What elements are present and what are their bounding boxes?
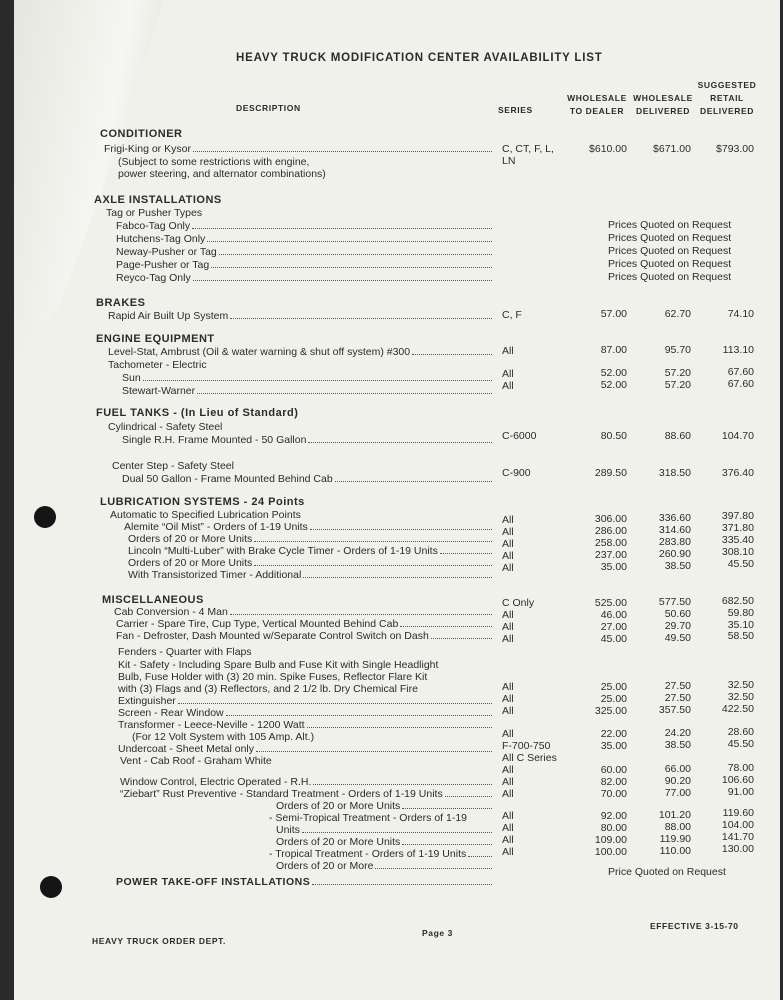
series-value: C Only (502, 597, 535, 609)
price-wholesale-dealer: 52.00 (600, 379, 627, 391)
row-label: Fan - Defroster, Dash Mounted w/Separate Control Switch on Dash (116, 630, 494, 642)
row-label: Alemite “Oil Mist” - Orders of 1-19 Units (124, 521, 494, 533)
row-note: (For 12 Volt System with 105 Amp. Alt.) (132, 731, 315, 743)
price-wholesale-delivered: 24.20 (664, 727, 691, 739)
row-label: Sun (122, 372, 494, 384)
row-label: Single R.H. Frame Mounted - 50 Gallon (122, 434, 494, 446)
series-value: All (502, 764, 514, 776)
price-retail: 371.80 (721, 522, 754, 534)
price-retail: 91.00 (727, 786, 754, 798)
price-retail: 59.80 (727, 607, 754, 619)
footer-department: HEAVY TRUCK ORDER DEPT. (92, 936, 226, 946)
series-value: C-6000 (502, 430, 537, 442)
section-engine: ENGINE EQUIPMENT (96, 333, 215, 345)
price-request: Prices Quoted on Request (608, 232, 732, 244)
row-label: Units (276, 824, 494, 836)
series-value: All (502, 514, 514, 526)
price-retail: 308.10 (721, 546, 754, 558)
row-label: with (3) Flags and (3) Reflectors, and 2 1/2 lb. Dry Chemical Fire (118, 683, 418, 695)
price-wholesale-delivered: 27.50 (664, 692, 691, 704)
price-wholesale-delivered: 88.60 (664, 430, 691, 442)
price-wholesale-dealer: 35.00 (600, 740, 627, 752)
series-value: All C Series (502, 752, 557, 764)
row-label: Transformer - Leece-Neville - 1200 Watt (118, 719, 494, 731)
price-wholesale-delivered: 90.20 (664, 775, 691, 787)
price-wholesale-dealer: 306.00 (594, 513, 627, 525)
price-wholesale-delivered: 88.00 (664, 821, 691, 833)
price-wholesale-delivered: 29.70 (664, 620, 691, 632)
row-subheading: Cylindrical - Safety Steel (108, 421, 223, 433)
row-label: Bulb, Fuse Holder with (3) 20 min. Spike Fuses, Reflector Flare Kit (118, 671, 428, 683)
row-label: Window Control, Electric Operated - R.H. (120, 776, 494, 788)
price-wholesale-delivered: 50.60 (664, 608, 691, 620)
row-label: Hutchens-Tag Only (116, 233, 494, 245)
price-retail: 32.50 (727, 679, 754, 691)
series-value: All (502, 705, 514, 717)
price-wholesale-delivered: 66.00 (664, 763, 691, 775)
row-label: Reyco-Tag Only (116, 272, 494, 284)
series-value: All (502, 788, 514, 800)
row-label: With Transistorized Timer - Additional (128, 569, 494, 581)
price-request: Price Quoted on Request (608, 866, 726, 878)
series-value: All (502, 380, 514, 392)
series-value: All (502, 633, 514, 645)
price-retail: 28.60 (727, 726, 754, 738)
page-title: HEAVY TRUCK MODIFICATION CENTER AVAILABILITY LIST (236, 52, 603, 64)
price-wholesale-delivered: 283.80 (658, 536, 691, 548)
section-brakes: BRAKES (96, 297, 146, 309)
series-value: All (502, 776, 514, 788)
price-retail: 45.50 (727, 558, 754, 570)
price-wholesale-dealer: 325.00 (594, 705, 627, 717)
series-value: All (502, 609, 514, 621)
price-wholesale-delivered: 95.70 (664, 344, 691, 356)
row-note: power steering, and alternator combinations) (118, 168, 326, 180)
binder-hole (34, 506, 56, 528)
price-wholesale-delivered: 577.50 (658, 596, 691, 608)
header-wholesale-delivered: WHOLESALE DELIVERED (633, 93, 693, 116)
price-retail: 67.60 (727, 378, 754, 390)
price-wholesale-delivered: 260.90 (658, 548, 691, 560)
price-wholesale-dealer: 80.00 (600, 822, 627, 834)
price-wholesale-dealer: 27.00 (600, 621, 627, 633)
section-lubrication: LUBRICATION SYSTEMS - 24 Points (100, 496, 305, 508)
price-request: Prices Quoted on Request (608, 219, 732, 231)
price-wholesale-dealer: 525.00 (594, 597, 627, 609)
price-retail: 32.50 (727, 691, 754, 703)
series-value: C, F (502, 309, 522, 321)
price-request: Prices Quoted on Request (608, 258, 732, 270)
binder-hole (40, 876, 62, 898)
series-value: All (502, 345, 514, 357)
row-label: Level-Stat, Ambrust (Oil & water warning & shut off system) #300 (108, 346, 494, 358)
price-wholesale-delivered: 314.60 (658, 524, 691, 536)
price-wholesale-dealer: 35.00 (600, 561, 627, 573)
row-label: Neway-Pusher or Tag (116, 246, 494, 258)
row-note: (Subject to some restrictions with engine, (118, 156, 310, 168)
price-wholesale-dealer: 100.00 (594, 846, 627, 858)
row-label: Orders of 20 or More (276, 860, 494, 872)
price-wholesale-dealer: 82.00 (600, 776, 627, 788)
price-retail: $793.00 (716, 143, 754, 155)
price-retail: 74.10 (727, 308, 754, 320)
row-subheading: Tachometer - Electric (108, 359, 207, 371)
price-wholesale-dealer: 46.00 (600, 609, 627, 621)
row-label: Kit - Safety - Including Spare Bulb and Fuse Kit with Single Headlight (118, 659, 439, 671)
price-wholesale-delivered: 57.20 (664, 379, 691, 391)
price-wholesale-dealer: 87.00 (600, 344, 627, 356)
series-value: All (502, 526, 514, 538)
price-retail: 104.00 (721, 819, 754, 831)
price-retail: 78.00 (727, 762, 754, 774)
header-suggested-retail: SUGGESTED RETAIL DELIVERED (697, 80, 757, 116)
row-subheading: Automatic to Specified Lubrication Points (110, 509, 301, 521)
row-subheading: Center Step - Safety Steel (112, 460, 234, 472)
price-wholesale-delivered: 77.00 (664, 787, 691, 799)
row-label: Orders of 20 or More Units (128, 533, 494, 545)
price-retail: 113.10 (722, 344, 754, 356)
price-retail: 682.50 (721, 595, 754, 607)
row-label: Stewart-Warner (122, 385, 494, 397)
series-value: All (502, 562, 514, 574)
price-wholesale-dealer: 286.00 (594, 525, 627, 537)
price-wholesale-delivered: 101.20 (658, 809, 691, 821)
price-wholesale-dealer: 52.00 (600, 367, 627, 379)
document-page (14, 0, 780, 1000)
header-wholesale-dealer: WHOLESALE TO DEALER (567, 93, 627, 116)
price-wholesale-delivered: 38.50 (664, 739, 691, 751)
price-wholesale-dealer: $610.00 (589, 143, 627, 155)
price-wholesale-dealer: 109.00 (594, 834, 627, 846)
section-miscellaneous: MISCELLANEOUS (102, 594, 204, 606)
price-wholesale-delivered: 62.70 (664, 308, 691, 320)
price-retail: 119.60 (722, 807, 754, 819)
row-label: Fabco-Tag Only (116, 220, 494, 232)
price-wholesale-dealer: 45.00 (600, 633, 627, 645)
price-retail: 45.50 (727, 738, 754, 750)
price-retail: 67.60 (727, 366, 754, 378)
row-label: Fenders - Quarter with Flaps (118, 646, 252, 658)
price-retail: 141.70 (721, 831, 754, 843)
series-value: All (502, 538, 514, 550)
row-label: Extinguisher (118, 695, 494, 707)
series-value: All (502, 810, 514, 822)
price-wholesale-dealer: 25.00 (600, 693, 627, 705)
price-wholesale-dealer: 22.00 (600, 728, 627, 740)
price-wholesale-dealer: 80.50 (600, 430, 627, 442)
price-wholesale-dealer: 57.00 (600, 308, 627, 320)
row-label: Screen - Rear Window (118, 707, 494, 719)
price-wholesale-dealer: 289.50 (594, 467, 627, 479)
price-retail: 130.00 (721, 843, 754, 855)
price-wholesale-dealer: 237.00 (594, 549, 627, 561)
price-wholesale-dealer: 60.00 (600, 764, 627, 776)
series-value: All (502, 681, 514, 693)
row-label: Orders of 20 or More Units (276, 836, 494, 848)
row-subheading: Tag or Pusher Types (106, 207, 203, 219)
series-value: All (502, 834, 514, 846)
price-wholesale-delivered: $671.00 (653, 143, 691, 155)
price-request: Prices Quoted on Request (608, 271, 732, 283)
price-retail: 106.60 (721, 774, 754, 786)
price-wholesale-delivered: 57.20 (664, 367, 691, 379)
header-description: DESCRIPTION (236, 103, 301, 113)
price-retail: 58.50 (727, 630, 754, 642)
series-value: C, CT, F, L, (502, 143, 554, 155)
series-value: C-900 (502, 467, 531, 479)
row-label: Page-Pusher or Tag (116, 259, 494, 271)
section-fuel-tanks: FUEL TANKS - (In Lieu of Standard) (96, 407, 299, 419)
section-axle: AXLE INSTALLATIONS (94, 194, 222, 206)
row-label: Cab Conversion - 4 Man (114, 606, 494, 618)
price-wholesale-dealer: 258.00 (594, 537, 627, 549)
row-label: Orders of 20 or More Units (276, 800, 494, 812)
price-wholesale-dealer: 92.00 (600, 810, 627, 822)
price-retail: 422.50 (721, 703, 754, 715)
series-value: All (502, 822, 514, 834)
effective-date: EFFECTIVE 3-15-70 (650, 921, 739, 931)
row-label: Vent - Cab Roof - Graham White (120, 755, 272, 767)
price-wholesale-delivered: 357.50 (658, 704, 691, 716)
price-wholesale-delivered: 38.50 (664, 560, 691, 572)
price-wholesale-delivered: 119.90 (659, 833, 691, 845)
price-wholesale-delivered: 110.00 (659, 845, 691, 857)
price-wholesale-delivered: 336.60 (658, 512, 691, 524)
row-label: Carrier - Spare Tire, Cup Type, Vertical Mounted Behind Cab (116, 618, 494, 630)
section-conditioner: CONDITIONER (100, 128, 183, 140)
series-value: F-700-750 (502, 740, 551, 752)
price-wholesale-dealer: 70.00 (600, 788, 627, 800)
price-wholesale-dealer: 25.00 (600, 681, 627, 693)
price-retail: 35.10 (727, 619, 754, 631)
header-series: SERIES (498, 105, 533, 115)
row-label: Undercoat - Sheet Metal only (118, 743, 494, 755)
price-retail: 376.40 (721, 467, 754, 479)
series-value: All (502, 621, 514, 633)
price-retail: 104.70 (721, 430, 754, 442)
row-label: POWER TAKE-OFF INSTALLATIONS (116, 876, 494, 888)
series-value: All (502, 846, 514, 858)
row-label: Orders of 20 or More Units (128, 557, 494, 569)
price-request: Prices Quoted on Request (608, 245, 732, 257)
price-retail: 397.80 (721, 510, 754, 522)
price-retail: 335.40 (721, 534, 754, 546)
page-number: Page 3 (422, 928, 454, 938)
price-wholesale-delivered: 49.50 (664, 632, 691, 644)
series-value: All (502, 550, 514, 562)
series-value: All (502, 368, 514, 380)
row-label: Rapid Air Built Up System (108, 310, 494, 322)
row-label: Dual 50 Gallon - Frame Mounted Behind Cab (122, 473, 494, 485)
row-label: Lincoln “Multi-Luber” with Brake Cycle Timer - Orders of 1-19 Units (128, 545, 494, 557)
row-label: - Semi-Tropical Treatment - Orders of 1-19 (269, 812, 468, 824)
series-value: All (502, 693, 514, 705)
series-value: LN (502, 155, 516, 167)
row-label: - Tropical Treatment - Orders of 1-19 Units (269, 848, 494, 860)
price-wholesale-delivered: 27.50 (664, 680, 691, 692)
price-wholesale-delivered: 318.50 (658, 467, 691, 479)
row-label: Frigi-King or Kysor (104, 143, 494, 155)
row-label: “Ziebart” Rust Preventive - Standard Treatment - Orders of 1-19 Units (120, 788, 494, 800)
series-value: All (502, 728, 514, 740)
